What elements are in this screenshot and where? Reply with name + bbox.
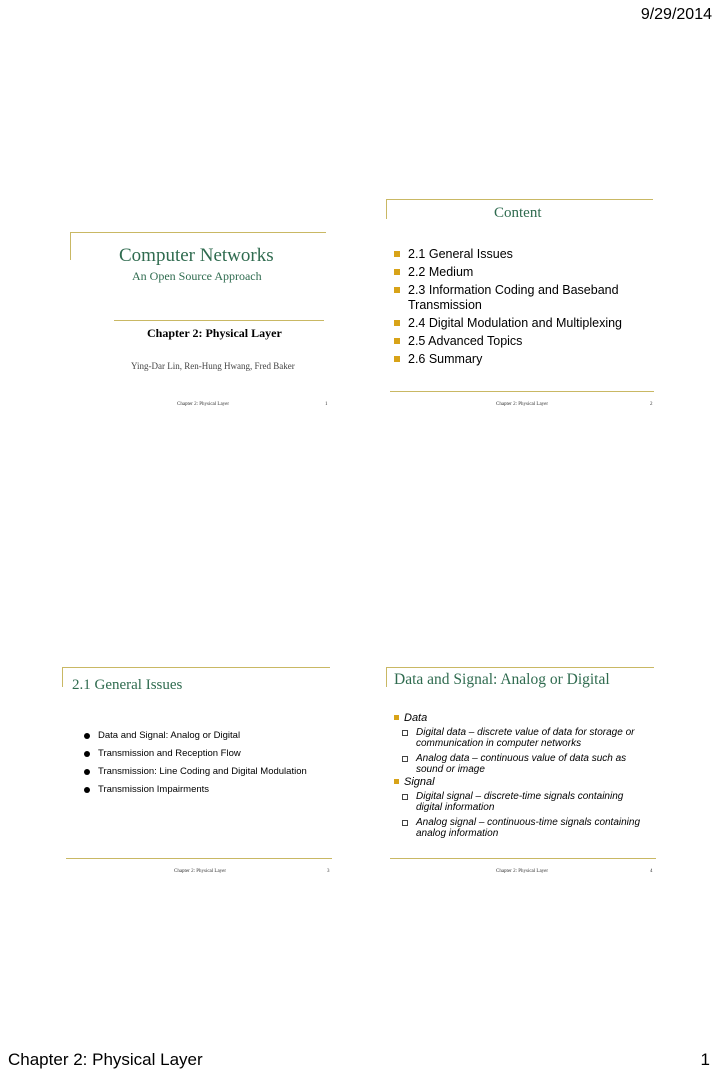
- bullet-hollow-square-icon: [402, 820, 408, 826]
- bullet-square-icon: [394, 356, 400, 362]
- list-item: Transmission Impairments: [84, 784, 334, 796]
- bullet-square-icon: [394, 269, 400, 275]
- slide-title: 2.1 General Issues: [72, 677, 183, 693]
- bullet-dot-icon: [84, 769, 90, 775]
- list-item: Data and Signal: Analog or Digital: [84, 730, 334, 742]
- page-footer-title: Chapter 2: Physical Layer: [8, 1050, 203, 1069]
- list-item: Analog signal – continuous-time signals containing analog information: [402, 817, 652, 839]
- slide-2: [386, 199, 654, 424]
- topic-list: [84, 730, 334, 802]
- bullet-square-icon: [394, 338, 400, 344]
- title-divider: [114, 320, 324, 321]
- slide-1: [62, 225, 330, 450]
- slide-3: [62, 667, 330, 892]
- slide-footer: Chapter 2: Physical Layer: [177, 402, 230, 407]
- page-number: 1: [700, 1050, 710, 1069]
- slide-frame-left: [62, 667, 63, 687]
- group-label: Data: [404, 712, 428, 724]
- slide-4: [386, 667, 654, 892]
- bullet-square-icon: [394, 287, 400, 293]
- slide-footer: Chapter 2: Physical Layer: [496, 402, 549, 407]
- chapter-title: Chapter 2: Physical Layer: [147, 326, 282, 340]
- slide-number: 3: [327, 869, 330, 874]
- bullet-hollow-square-icon: [402, 794, 408, 800]
- content-list: [394, 247, 634, 370]
- bullet-dot-icon: [84, 733, 90, 739]
- slide-frame-top: [386, 667, 654, 668]
- slide-frame-left: [70, 232, 71, 260]
- bullet-square-icon: [394, 779, 399, 784]
- slide-frame-left: [386, 199, 387, 219]
- list-item: Digital signal – discrete-time signals containing digital information: [402, 791, 652, 813]
- slide-frame-top: [386, 199, 653, 200]
- slide-number: 1: [325, 402, 328, 407]
- bullet-square-icon: [394, 715, 399, 720]
- list-item: 2.6 Summary: [394, 352, 634, 367]
- slide-subtitle: An Open Source Approach: [132, 269, 262, 283]
- slide-title: Computer Networks: [119, 245, 274, 266]
- list-item: 2.5 Advanced Topics: [394, 334, 634, 349]
- bullet-square-icon: [394, 320, 400, 326]
- slide-footer: Chapter 2: Physical Layer: [174, 869, 227, 874]
- slide-frame-left: [386, 667, 387, 687]
- list-item: 2.2 Medium: [394, 265, 634, 280]
- slide-frame-top: [70, 232, 326, 233]
- slide-frame-bottom: [66, 858, 332, 859]
- list-item: 2.1 General Issues: [394, 247, 634, 262]
- bullet-dot-icon: [84, 787, 90, 793]
- list-item: 2.3 Information Coding and Baseband Transmission: [394, 283, 634, 313]
- list-item: Transmission and Reception Flow: [84, 748, 334, 760]
- slide-frame-bottom: [390, 858, 656, 859]
- bullet-dot-icon: [84, 751, 90, 757]
- group-label: Signal: [404, 776, 435, 788]
- list-item: 2.4 Digital Modulation and Multiplexing: [394, 316, 634, 331]
- list-item: Transmission: Line Coding and Digital Modulation: [84, 766, 334, 778]
- slide-number: 4: [650, 869, 653, 874]
- slide-frame-top: [62, 667, 330, 668]
- group-data: [394, 712, 652, 779]
- list-item: Digital data – discrete value of data for storage or communication in computer networks: [402, 727, 652, 749]
- group-signal: [394, 776, 652, 843]
- bullet-square-icon: [394, 251, 400, 257]
- slide-frame-bottom: [390, 391, 654, 392]
- slide-title: Content: [494, 205, 542, 221]
- bullet-hollow-square-icon: [402, 730, 408, 736]
- slide-footer: Chapter 2: Physical Layer: [496, 869, 549, 874]
- slide-number: 2: [650, 402, 653, 407]
- slide-title: Data and Signal: Analog or Digital: [394, 671, 610, 688]
- print-date: 9/29/2014: [640, 6, 712, 23]
- bullet-hollow-square-icon: [402, 756, 408, 762]
- list-item: Analog data – continuous value of data such as sound or image: [402, 753, 652, 775]
- authors: Ying-Dar Lin, Ren-Hung Hwang, Fred Baker: [131, 361, 295, 371]
